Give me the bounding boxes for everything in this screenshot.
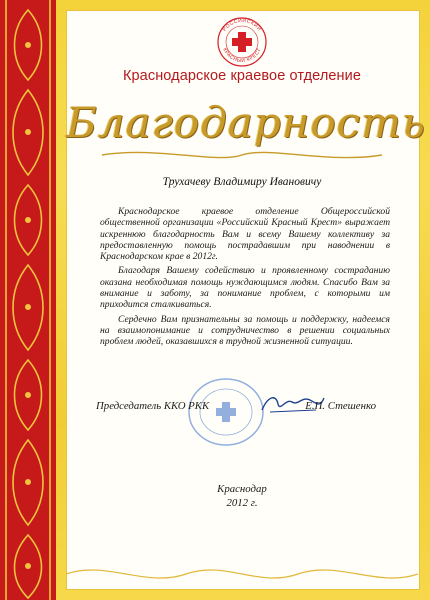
body-paragraph-1: Краснодарское краевое отделение Общероссийской общественной организации «Российский Красный Крест» выражает искреннюю благодарность Вам и всему Вашему коллективу за предоставленную помощь пострадавшим при наводнении в Краснодарском крае в 2012г. <box>100 206 390 263</box>
certificate-body <box>100 206 390 351</box>
bottom-ornamental-border <box>66 560 418 588</box>
body-paragraph-3: Сердечно Вам признательны за помощь и поддержку, надеемся на взаимопонимание и сотрудничество в решении социальных проблем людей, оказавшихся в трудной жизненной ситуации. <box>100 313 390 348</box>
signatory-name: Е.П. Стешенко <box>305 400 376 412</box>
left-ornamental-border <box>0 0 56 600</box>
organization-heading: Краснодарское краевое отделение <box>122 68 362 84</box>
red-cross-icon <box>232 32 252 52</box>
issue-year: 2012 г. <box>226 497 258 509</box>
logo-ring-text-bottom: КРАСНЫЙ КРЕСТ <box>221 47 263 65</box>
signature-row <box>96 400 396 418</box>
red-cross-logo <box>214 14 270 70</box>
body-paragraph-2: Благодаря Вашему содействию и проявленному состраданию оказана необходимая помощь нуждающимся людям. Спасибо Вам за внимание и заботу, за понимание проблем, с которыми им приходится сталкиваться. <box>100 265 390 311</box>
logo-ring-text-top: РОССИЙСКИЙ <box>221 17 263 33</box>
place-and-date <box>66 482 418 510</box>
certificate-title: Благодарность <box>66 98 426 147</box>
signatory-position: Председатель ККО РКК <box>96 400 210 412</box>
svg-text:РОССИЙСКИЙ <box>222 16 264 33</box>
city-name: Краснодар <box>217 483 267 495</box>
recipient-name: Трухачеву Владимиру Ивановичу <box>162 176 322 188</box>
title-flourish <box>96 148 388 162</box>
